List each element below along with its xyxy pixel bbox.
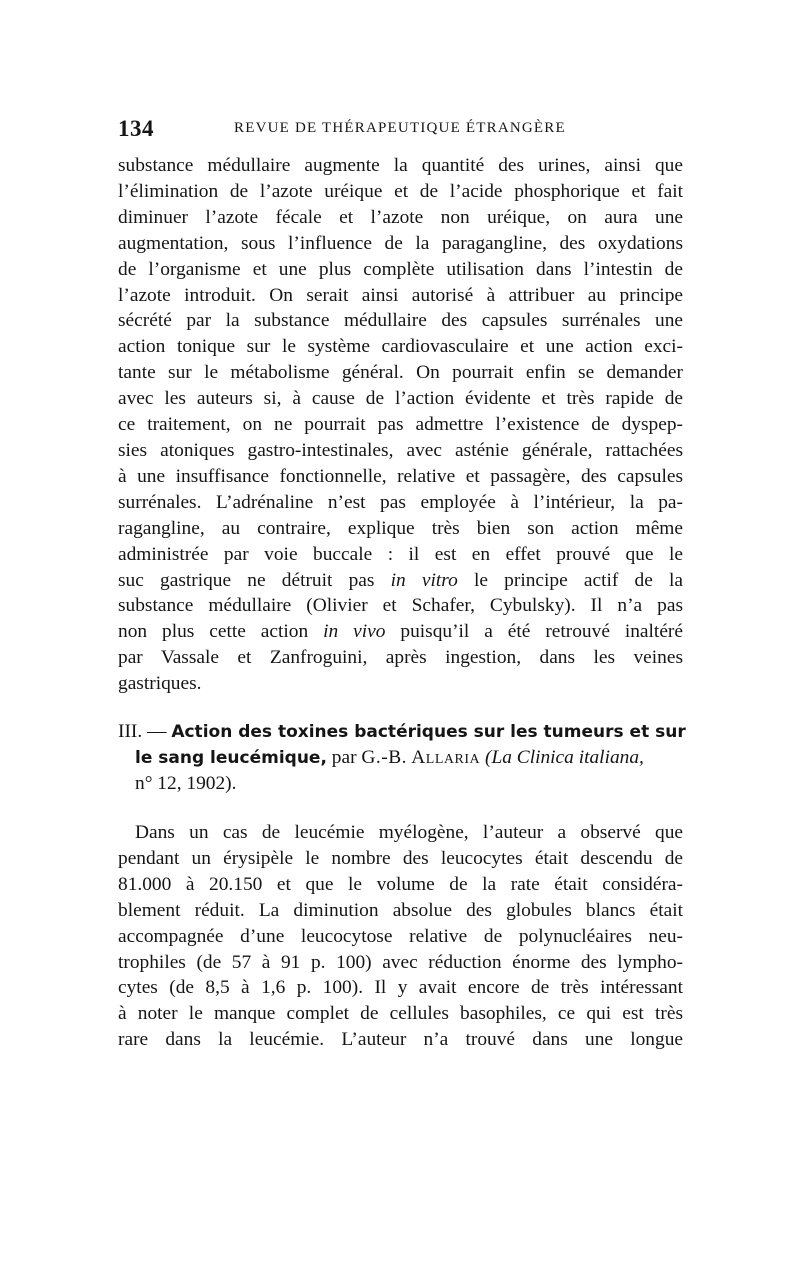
text-line: substance médullaire (Olivier et Schafer, Cybulsky). Il n’a pas	[118, 595, 683, 617]
text-segment: puisqu’il a été retrouvé inaltéré	[400, 621, 683, 643]
text-line: de l’organisme et une plus complète utilisation dans l’intestin de	[118, 258, 683, 280]
paragraph-1	[118, 153, 683, 697]
text-line: 81.000 à 20.150 et que le volume de la rate était considéra-	[118, 873, 683, 895]
paragraph-2	[118, 820, 683, 1053]
text-line	[118, 568, 683, 594]
text-line: à une insuffisance fonctionnelle, relative et passagère, des capsules	[118, 465, 683, 487]
text-line: administrée par voie buccale : il est en effet prouvé que le	[118, 543, 683, 565]
text-line: ce traitement, on ne pourrait pas admettre l’existence de dyspep-	[118, 414, 683, 436]
page-header	[118, 116, 692, 142]
issue-reference: n° 12, 1902).	[135, 773, 237, 794]
text-line: gastriques.	[118, 673, 202, 695]
text-segment: suc gastrique ne détruit pas	[118, 569, 375, 591]
text-line: avec les auteurs si, à cause de l’action évidente et très rapide de	[118, 388, 683, 410]
text-line: trophiles (de 57 à 91 p. 100) avec réduction énorme des lympho-	[118, 951, 683, 973]
text-line: à noter le manque complet de cellules basophiles, ce qui est très	[118, 1003, 683, 1025]
text-segment: le principe actif de la	[473, 569, 683, 591]
heading-line-3	[118, 771, 683, 797]
text-line: surrénales. L’adrénaline n’est pas employée à l’intérieur, la pa-	[118, 491, 683, 513]
text-line: sécrété par la substance médullaire des capsules surrénales une	[118, 310, 683, 332]
author-name: G.-B. Allaria	[361, 747, 481, 768]
text-line: sies atoniques gastro-intestinales, avec asténie générale, rattachées	[118, 439, 683, 461]
text-line: l’azote introduit. On serait ainsi autorisé à attribuer au principe	[118, 284, 683, 306]
text-segment: non plus cette action	[118, 621, 309, 643]
heading-line-1	[118, 719, 686, 745]
section-title-part-1: Action des toxines bactériques sur les tumeurs et sur	[171, 722, 686, 742]
section-heading	[118, 719, 686, 797]
running-title: REVUE DE THÉRAPEUTIQUE ÉTRANGÈRE	[234, 120, 566, 136]
latin-phrase: in vitro	[390, 569, 458, 591]
text-line: rare dans la leucémie. L’auteur n’a trouvé dans une longue	[118, 1029, 683, 1051]
journal-name: (La Clinica italiana,	[484, 747, 644, 768]
section-title-part-2: le sang leucémique,	[135, 748, 327, 768]
text-line: pendant un érysipèle le nombre des leucocytes était descendu de	[118, 847, 683, 869]
by-word: par	[331, 747, 357, 768]
heading-line-2	[118, 745, 683, 771]
page-number: 134	[118, 116, 154, 141]
text-line	[118, 619, 683, 645]
text-line: substance médullaire augmente la quantité des urines, ainsi que	[118, 155, 683, 176]
text-line: augmentation, sous l’influence de la paragangline, des oxydations	[118, 232, 683, 254]
text-line: cytes (de 8,5 à 1,6 p. 100). Il y avait encore de très intéressant	[118, 977, 683, 999]
text-line: l’élimination de l’azote uréique et de l’acide phosphorique et fait	[118, 180, 683, 202]
section-number: III. —	[118, 721, 167, 742]
text-line: Dans un cas de leucémie myélogène, l’auteur a observé que	[135, 822, 683, 843]
text-line: action tonique sur le système cardiovasculaire et une action exci-	[118, 336, 683, 358]
text-line: diminuer l’azote fécale et l’azote non uréique, on aura une	[118, 206, 683, 228]
text-line: ragangline, au contraire, explique très bien son action même	[118, 517, 683, 539]
text-line: accompagnée d’une leucocytose relative de polynucléaires neu-	[118, 925, 683, 947]
text-line: par Vassale et Zanfroguini, après ingestion, dans les veines	[118, 647, 683, 669]
text-line: tante sur le métabolisme général. On pourrait enfin se demander	[118, 362, 683, 384]
latin-phrase: in vivo	[323, 621, 386, 643]
text-line: blement réduit. La diminution absolue des globules blancs était	[118, 899, 683, 921]
